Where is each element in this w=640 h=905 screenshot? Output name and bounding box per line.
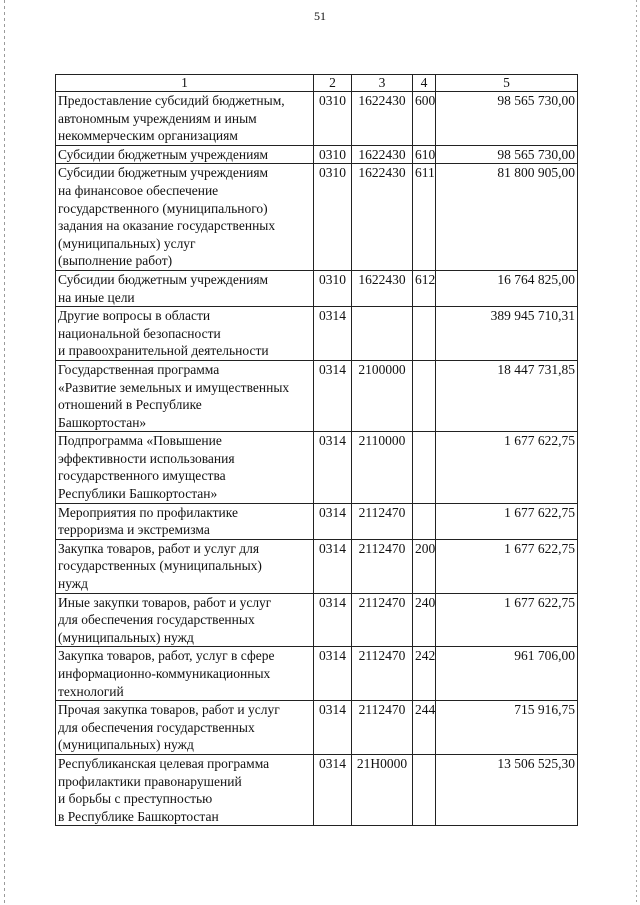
row-expense-type: [413, 432, 436, 503]
row-target-code: 2112470: [352, 539, 413, 593]
row-amount: 961 706,00: [436, 647, 578, 701]
row-section: 0314: [314, 432, 352, 503]
row-name: Государственная программа «Развитие земельных и имущественных отношений в Республике Башкортостан»: [56, 360, 314, 431]
row-target-code: 2112470: [352, 647, 413, 701]
table-row: [56, 360, 578, 431]
row-name: Закупка товаров, работ, услуг в сфере информационно-коммуникационных технологий: [56, 647, 314, 701]
row-section: 0314: [314, 503, 352, 539]
row-target-code: 1622430: [352, 164, 413, 271]
row-name: Другие вопросы в области национальной безопасности и правоохранительной деятельности: [56, 307, 314, 361]
row-expense-type: [413, 503, 436, 539]
column-header: 2: [314, 75, 352, 92]
row-expense-type: 200: [413, 539, 436, 593]
column-header: 4: [413, 75, 436, 92]
row-target-code: 1622430: [352, 92, 413, 146]
row-section: 0314: [314, 593, 352, 647]
row-name: Предоставление субсидий бюджетным, автономным учреждениям и иным некоммерческим организациям: [56, 92, 314, 146]
row-name: Подпрограмма «Повышение эффективности использования государственного имущества Республики Башкортостан»: [56, 432, 314, 503]
row-expense-type: 600: [413, 92, 436, 146]
row-expense-type: [413, 754, 436, 825]
row-target-code: 2112470: [352, 701, 413, 755]
row-expense-type: 610: [413, 145, 436, 164]
row-section: 0314: [314, 701, 352, 755]
row-section: 0314: [314, 307, 352, 361]
table-row: [56, 270, 578, 306]
row-name: Прочая закупка товаров, работ и услуг для обеспечения государственных (муниципальных) нужд: [56, 701, 314, 755]
row-section: 0314: [314, 647, 352, 701]
row-expense-type: 612: [413, 270, 436, 306]
row-name: Субсидии бюджетным учреждениям на иные цели: [56, 270, 314, 306]
table-row: [56, 593, 578, 647]
row-expense-type: 244: [413, 701, 436, 755]
column-header: 3: [352, 75, 413, 92]
row-amount: 1 677 622,75: [436, 539, 578, 593]
table-row: [56, 701, 578, 755]
row-name: Иные закупки товаров, работ и услуг для обеспечения государственных (муниципальных) нужд: [56, 593, 314, 647]
budget-table: [55, 74, 578, 826]
row-section: 0310: [314, 145, 352, 164]
column-header: 5: [436, 75, 578, 92]
row-amount: 389 945 710,31: [436, 307, 578, 361]
row-target-code: 21Н0000: [352, 754, 413, 825]
row-amount: 98 565 730,00: [436, 92, 578, 146]
scan-edge-left: [4, 0, 5, 905]
table-row: [56, 307, 578, 361]
row-target-code: [352, 307, 413, 361]
row-section: 0314: [314, 360, 352, 431]
table-row: [56, 503, 578, 539]
row-amount: 98 565 730,00: [436, 145, 578, 164]
table-header-row: [56, 75, 578, 92]
row-target-code: 2112470: [352, 593, 413, 647]
row-target-code: 2100000: [352, 360, 413, 431]
row-section: 0314: [314, 539, 352, 593]
row-amount: 81 800 905,00: [436, 164, 578, 271]
table-row: [56, 432, 578, 503]
row-target-code: 1622430: [352, 270, 413, 306]
row-amount: 13 506 525,30: [436, 754, 578, 825]
row-target-code: 2110000: [352, 432, 413, 503]
row-section: 0314: [314, 754, 352, 825]
row-amount: 715 916,75: [436, 701, 578, 755]
row-expense-type: 240: [413, 593, 436, 647]
row-name: Закупка товаров, работ и услуг для государственных (муниципальных) нужд: [56, 539, 314, 593]
row-section: 0310: [314, 270, 352, 306]
row-name: Субсидии бюджетным учреждениям: [56, 145, 314, 164]
row-amount: 18 447 731,85: [436, 360, 578, 431]
row-name: Республиканская целевая программа профилактики правонарушений и борьбы с преступностью в Республике Башкортостан: [56, 754, 314, 825]
row-amount: 1 677 622,75: [436, 503, 578, 539]
table-row: [56, 145, 578, 164]
row-section: 0310: [314, 92, 352, 146]
table-row: [56, 92, 578, 146]
row-name: Субсидии бюджетным учреждениям на финансовое обеспечение государственного (муниципального) задания на оказание государственных (муниципальных) услуг (выполнение работ): [56, 164, 314, 271]
table-row: [56, 754, 578, 825]
row-expense-type: [413, 360, 436, 431]
row-expense-type: 242: [413, 647, 436, 701]
scan-edge-right: [636, 0, 637, 905]
table-row: [56, 164, 578, 271]
row-amount: 1 677 622,75: [436, 432, 578, 503]
row-target-code: 1622430: [352, 145, 413, 164]
column-header: 1: [56, 75, 314, 92]
row-section: 0310: [314, 164, 352, 271]
row-amount: 1 677 622,75: [436, 593, 578, 647]
row-expense-type: 611: [413, 164, 436, 271]
table-row: [56, 539, 578, 593]
table-row: [56, 647, 578, 701]
row-expense-type: [413, 307, 436, 361]
row-name: Мероприятия по профилактике терроризма и экстремизма: [56, 503, 314, 539]
page-number: 51: [314, 9, 326, 23]
row-target-code: 2112470: [352, 503, 413, 539]
row-amount: 16 764 825,00: [436, 270, 578, 306]
